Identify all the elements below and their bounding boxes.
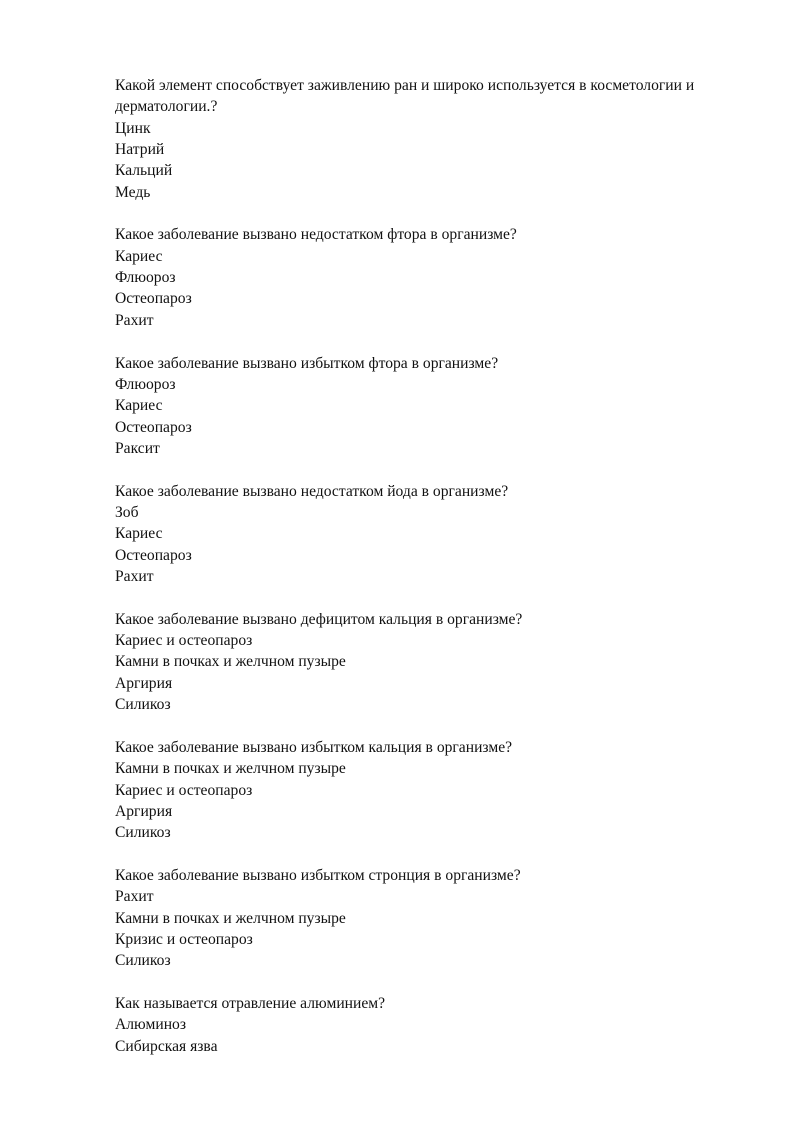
answer-option: Камни в почках и желчном пузыре — [115, 653, 346, 671]
answer-option: Камни в почках и желчном пузыре — [115, 760, 346, 778]
answer-option: Остеопароз — [115, 418, 192, 436]
document-page — [115, 75, 735, 1079]
answer-option: Флюороз — [115, 269, 176, 287]
question-block — [115, 353, 735, 460]
answer-option: Сибирская язва — [115, 1037, 218, 1055]
answer-option: Кариес и остеопароз — [115, 781, 253, 799]
answer-option: Кризис и остеопароз — [115, 931, 253, 949]
answer-option: Силикоз — [115, 952, 171, 970]
answer-option: Рахит — [115, 888, 154, 906]
answer-option: Силикоз — [115, 824, 171, 842]
answer-option: Зоб — [115, 504, 139, 522]
question-block — [115, 737, 735, 844]
answer-option: Кариес — [115, 247, 163, 265]
answer-option: Флюороз — [115, 375, 176, 393]
answer-option: Аргирия — [115, 802, 173, 820]
answer-option: Остеопароз — [115, 290, 192, 308]
answer-option: Аргирия — [115, 674, 173, 692]
answer-option: Натрий — [115, 141, 165, 159]
answer-option: Цинк — [115, 119, 151, 137]
answer-option: Рахит — [115, 311, 154, 329]
question-text: Какое заболевание вызвано недостатком фтора в организме? — [115, 226, 517, 244]
question-text: Как называется отравление алюминием? — [115, 995, 386, 1013]
answer-option: Раксит — [115, 439, 160, 457]
answer-option: Кариес — [115, 397, 163, 415]
question-text: Какое заболевание вызвано избытком стронция в организме? — [115, 867, 521, 884]
question-text: Какое заболевание вызвано избытком фтора в организме? — [115, 354, 499, 372]
question-text: Какое заболевание вызвано недостатком йода в организме? — [115, 482, 509, 500]
question-block — [115, 224, 735, 331]
answer-option: Кариес и остеопароз — [115, 632, 253, 650]
answer-option: Алюминоз — [115, 1016, 187, 1034]
question-block — [115, 609, 735, 716]
question-text: Какое заболевание вызвано избытком кальция в организме? — [115, 738, 513, 756]
question-text: Какой элемент способствует заживлению ран и широко используется в косметологии и дерматологии.? — [115, 77, 695, 116]
answer-option: Кариес — [115, 525, 163, 543]
answer-option: Медь — [115, 183, 151, 201]
question-block — [115, 75, 735, 203]
answer-option: Камни в почках и желчном пузыре — [115, 909, 346, 927]
answer-option: Рахит — [115, 568, 154, 586]
question-block — [115, 481, 735, 588]
question-block — [115, 865, 735, 972]
question-block — [115, 993, 735, 1057]
answer-option: Кальций — [115, 162, 173, 180]
question-text: Какое заболевание вызвано дефицитом кальция в организме? — [115, 610, 523, 628]
answer-option: Силикоз — [115, 696, 171, 714]
answer-option: Остеопароз — [115, 546, 192, 564]
